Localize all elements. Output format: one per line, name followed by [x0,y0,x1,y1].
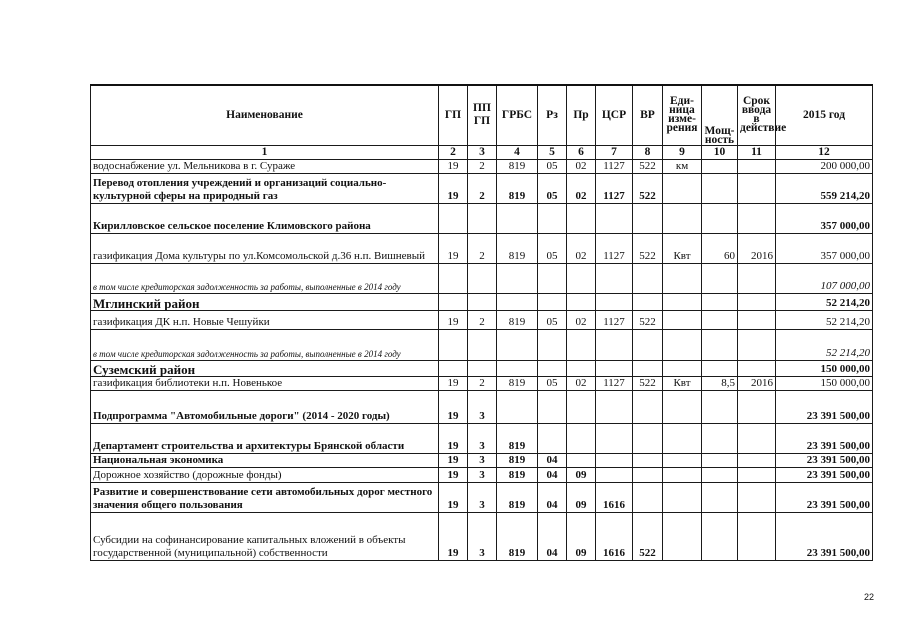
row-power [702,293,738,310]
row-pr: 09 [567,512,596,560]
row-term [738,453,776,467]
row-grbs [497,263,538,293]
budget-table [90,84,873,561]
header-gp: ГП [439,85,468,145]
row-amount: 357 000,00 [776,233,873,263]
row-gp: 19 [439,423,468,453]
col-number: 4 [497,145,538,159]
row-amount: 200 000,00 [776,159,873,173]
row-power [702,203,738,233]
row-term [738,263,776,293]
row-grbs: 819 [497,423,538,453]
row-term [738,203,776,233]
row-unit [663,329,702,360]
row-name: Национальная экономика [91,453,439,467]
row-gp: 19 [439,310,468,329]
row-unit [663,423,702,453]
row-name: Департамент строительства и архитектуры Брянской области [91,423,439,453]
row-name: Перевод отопления учреждений и организаций социально-культурной сферы на природный газ [91,173,439,203]
table-row [91,467,873,482]
row-gp [439,360,468,376]
row-grbs: 819 [497,453,538,467]
row-grbs [497,390,538,423]
row-rz: 05 [538,233,567,263]
col-number: 2 [439,145,468,159]
row-rz [538,329,567,360]
row-pr [567,203,596,233]
row-pr [567,360,596,376]
row-name: Суземский район [91,360,439,376]
row-unit [663,512,702,560]
row-power [702,482,738,512]
row-name: Кирилловское сельское поселение Климовского района [91,203,439,233]
row-grbs: 819 [497,376,538,390]
row-amount: 150 000,00 [776,376,873,390]
row-pgp: 3 [468,453,497,467]
row-pr [567,329,596,360]
row-vr: 522 [633,376,663,390]
row-unit [663,467,702,482]
row-pr: 02 [567,310,596,329]
row-amount: 23 391 500,00 [776,482,873,512]
row-power [702,423,738,453]
row-pr: 09 [567,482,596,512]
row-unit [663,173,702,203]
row-vr [633,482,663,512]
row-pr [567,423,596,453]
row-name: в том числе кредиторская задолженность за работы, выполненные в 2014 году [91,263,439,293]
row-gp: 19 [439,233,468,263]
row-pgp [468,263,497,293]
row-rz [538,293,567,310]
row-rz: 05 [538,310,567,329]
header-grbs: ГРБС [497,85,538,145]
header-pgp: ПП ГП [468,85,497,145]
table-row [91,482,873,512]
row-vr [633,467,663,482]
row-term: 2016 [738,376,776,390]
row-grbs: 819 [497,233,538,263]
row-rz: 05 [538,159,567,173]
row-term [738,173,776,203]
row-grbs: 819 [497,467,538,482]
row-gp [439,263,468,293]
row-unit [663,263,702,293]
row-power [702,329,738,360]
row-vr [633,263,663,293]
row-grbs [497,329,538,360]
row-vr [633,203,663,233]
row-pr: 02 [567,376,596,390]
table-row [91,329,873,360]
row-gp: 19 [439,482,468,512]
row-gp [439,203,468,233]
row-pgp: 2 [468,233,497,263]
row-power [702,512,738,560]
row-cs [596,329,633,360]
row-term: 2016 [738,233,776,263]
row-cs: 1127 [596,173,633,203]
row-rz [538,263,567,293]
col-number: 10 [702,145,738,159]
row-vr: 522 [633,512,663,560]
row-pgp: 2 [468,376,497,390]
table-row [91,263,873,293]
col-number: 5 [538,145,567,159]
column-number-row [91,145,873,159]
col-number: 12 [776,145,873,159]
row-cs: 1127 [596,159,633,173]
row-amount: 107 000,00 [776,263,873,293]
row-vr [633,390,663,423]
row-rz: 04 [538,482,567,512]
row-pgp: 3 [468,482,497,512]
row-vr [633,360,663,376]
header-row [91,85,873,145]
row-grbs: 819 [497,159,538,173]
row-gp [439,329,468,360]
col-number: 7 [596,145,633,159]
row-power [702,453,738,467]
row-unit [663,310,702,329]
row-unit [663,293,702,310]
row-grbs: 819 [497,310,538,329]
row-name: водоснабжение ул. Мельникова в г. Сураже [91,159,439,173]
row-amount: 23 391 500,00 [776,467,873,482]
row-cs [596,453,633,467]
row-cs: 1127 [596,233,633,263]
row-term [738,467,776,482]
row-cs [596,390,633,423]
row-vr [633,423,663,453]
row-unit [663,482,702,512]
row-gp: 19 [439,159,468,173]
row-cs [596,203,633,233]
row-term [738,390,776,423]
col-number: 1 [91,145,439,159]
row-pgp [468,293,497,310]
row-unit [663,360,702,376]
row-pgp: 2 [468,159,497,173]
table-row [91,423,873,453]
header-unit: Еди-ница изме-рения [663,85,702,145]
row-cs: 1127 [596,310,633,329]
row-gp: 19 [439,512,468,560]
row-vr: 522 [633,233,663,263]
row-power: 8,5 [702,376,738,390]
row-name: Дорожное хозяйство (дорожные фонды) [91,467,439,482]
row-cs [596,263,633,293]
table-row [91,360,873,376]
row-power [702,390,738,423]
row-amount: 559 214,20 [776,173,873,203]
row-pgp: 3 [468,423,497,453]
row-name: Развитие и совершенствование сети автомобильных дорог местного значения общего пользования [91,482,439,512]
row-name: газификация Дома культуры по ул.Комсомольской д.36 н.п. Вишневый [91,233,439,263]
page-number: 22 [864,592,875,602]
table-row [91,159,873,173]
table-row [91,233,873,263]
row-pr [567,390,596,423]
row-amount: 23 391 500,00 [776,390,873,423]
row-grbs: 819 [497,173,538,203]
col-number: 3 [468,145,497,159]
table-row [91,203,873,233]
row-cs [596,293,633,310]
row-pgp: 2 [468,173,497,203]
row-grbs: 819 [497,512,538,560]
row-vr: 522 [633,310,663,329]
row-amount: 357 000,00 [776,203,873,233]
row-rz [538,423,567,453]
row-amount: 52 214,20 [776,293,873,310]
row-rz: 04 [538,453,567,467]
row-pgp [468,329,497,360]
row-rz [538,203,567,233]
row-cs: 1127 [596,376,633,390]
row-pr: 02 [567,159,596,173]
row-gp: 19 [439,376,468,390]
row-rz: 05 [538,376,567,390]
row-amount: 52 214,20 [776,310,873,329]
row-rz [538,390,567,423]
header-year: 2015 год [776,85,873,145]
col-number: 11 [738,145,776,159]
table-row [91,293,873,310]
row-gp [439,293,468,310]
row-power [702,310,738,329]
table-row [91,376,873,390]
row-pgp: 3 [468,512,497,560]
row-term [738,423,776,453]
row-cs [596,360,633,376]
header-vr: ВР [633,85,663,145]
row-pgp [468,360,497,376]
row-unit [663,390,702,423]
row-vr: 522 [633,159,663,173]
table-row [91,453,873,467]
row-pr [567,453,596,467]
header-cs: ЦСР [596,85,633,145]
row-name: газификация ДК н.п. Новые Чешуйки [91,310,439,329]
header-name: Наименование [91,85,439,145]
row-term [738,329,776,360]
row-term [738,159,776,173]
row-pr [567,293,596,310]
row-term [738,482,776,512]
row-pgp [468,203,497,233]
row-grbs [497,360,538,376]
row-pr: 02 [567,233,596,263]
header-rz: Рз [538,85,567,145]
row-power [702,263,738,293]
header-pr: Пр [567,85,596,145]
row-pgp: 2 [468,310,497,329]
col-number: 6 [567,145,596,159]
row-unit [663,453,702,467]
row-rz [538,360,567,376]
row-unit: Квт [663,233,702,263]
row-cs: 1616 [596,482,633,512]
col-number: 8 [633,145,663,159]
table-row [91,173,873,203]
row-pgp: 3 [468,467,497,482]
row-name: Мглинский район [91,293,439,310]
table-row [91,390,873,423]
row-vr [633,453,663,467]
row-power [702,173,738,203]
row-amount: 52 214,20 [776,329,873,360]
row-vr [633,329,663,360]
row-gp: 19 [439,453,468,467]
row-power [702,467,738,482]
row-cs: 1616 [596,512,633,560]
row-name: в том числе кредиторская задолженность за работы, выполненные в 2014 году [91,329,439,360]
row-gp: 19 [439,467,468,482]
row-gp: 19 [439,173,468,203]
row-rz: 04 [538,512,567,560]
row-rz: 05 [538,173,567,203]
row-pr: 09 [567,467,596,482]
row-gp: 19 [439,390,468,423]
row-rz: 04 [538,467,567,482]
row-term [738,360,776,376]
row-cs [596,423,633,453]
row-grbs: 819 [497,482,538,512]
row-amount: 23 391 500,00 [776,423,873,453]
header-term: Срок ввода в действие [738,85,776,145]
row-pr [567,263,596,293]
row-term [738,310,776,329]
row-power [702,360,738,376]
row-unit: км [663,159,702,173]
row-amount: 23 391 500,00 [776,453,873,467]
row-cs [596,467,633,482]
table-row [91,512,873,560]
row-amount: 150 000,00 [776,360,873,376]
header-power: Мощ-ность [702,85,738,145]
row-pgp: 3 [468,390,497,423]
row-name: Подпрограмма "Автомобильные дороги" (2014 - 2020 годы) [91,390,439,423]
row-grbs [497,203,538,233]
row-name: газификация библиотеки н.п. Новенькое [91,376,439,390]
row-unit: Квт [663,376,702,390]
row-amount: 23 391 500,00 [776,512,873,560]
row-vr [633,293,663,310]
row-term [738,512,776,560]
row-power: 60 [702,233,738,263]
row-power [702,159,738,173]
col-number: 9 [663,145,702,159]
row-unit [663,203,702,233]
table-row [91,310,873,329]
row-name: Субсидии на софинансирование капитальных вложений в объекты государственной (муниципальной) собственности [91,512,439,560]
row-pr: 02 [567,173,596,203]
row-vr: 522 [633,173,663,203]
row-term [738,293,776,310]
row-grbs [497,293,538,310]
